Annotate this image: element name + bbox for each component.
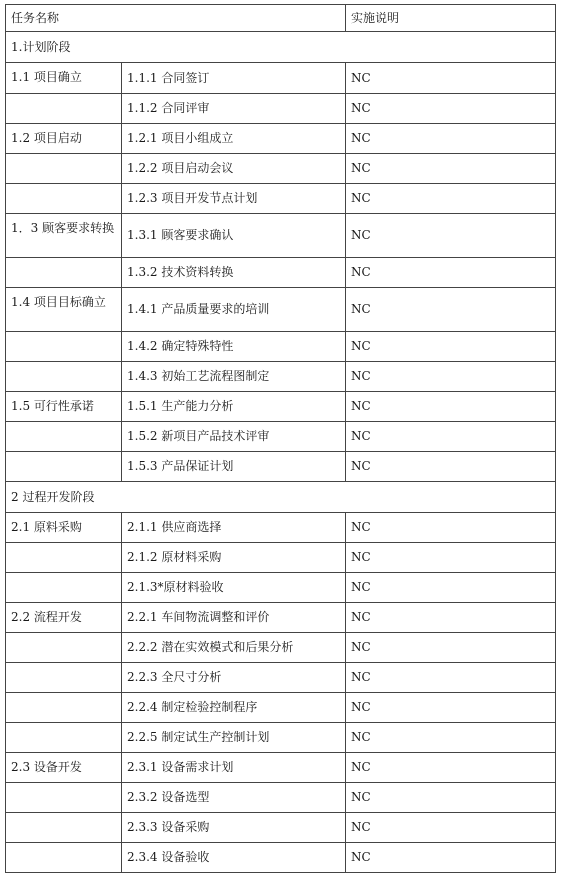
table-row — [6, 332, 556, 362]
table-row — [6, 184, 556, 214]
header-row — [6, 5, 556, 32]
group-empty — [6, 543, 122, 573]
group-empty — [6, 633, 122, 663]
note-cell: NC — [346, 543, 556, 573]
note-cell: NC — [346, 663, 556, 693]
task-cell: 1.5.2 新项目产品技术评审 — [122, 422, 346, 452]
note-cell: NC — [346, 288, 556, 332]
table-row — [6, 603, 556, 633]
note-cell: NC — [346, 362, 556, 392]
group-label: 1.5 可行性承诺 — [6, 392, 122, 422]
table-row — [6, 753, 556, 783]
group-empty — [6, 332, 122, 362]
task-cell: 2.2.2 潜在实效模式和后果分析 — [122, 633, 346, 663]
group-empty — [6, 94, 122, 124]
note-cell: NC — [346, 258, 556, 288]
note-cell: NC — [346, 124, 556, 154]
table-row — [6, 633, 556, 663]
group-label: 1.1 项目确立 — [6, 63, 122, 94]
table-row — [6, 258, 556, 288]
header-description: 实施说明 — [346, 5, 556, 32]
note-cell: NC — [346, 723, 556, 753]
table-row — [6, 214, 556, 258]
group-empty — [6, 573, 122, 603]
group-label: 2.1 原料采购 — [6, 513, 122, 543]
table-row — [6, 154, 556, 184]
table-row — [6, 693, 556, 723]
task-cell: 2.3.2 设备选型 — [122, 783, 346, 813]
task-cell: 1.4.2 确定特殊特性 — [122, 332, 346, 362]
task-cell: 1.4.3 初始工艺流程图制定 — [122, 362, 346, 392]
task-cell: 1.3.2 技术资料转换 — [122, 258, 346, 288]
table-row — [6, 452, 556, 482]
note-cell: NC — [346, 783, 556, 813]
task-cell: 2.2.3 全尺寸分析 — [122, 663, 346, 693]
note-cell: NC — [346, 753, 556, 783]
table-row — [6, 288, 556, 332]
table-row — [6, 663, 556, 693]
task-cell: 1.5.1 生产能力分析 — [122, 392, 346, 422]
task-cell: 1.5.3 产品保证计划 — [122, 452, 346, 482]
task-cell: 1.1.1 合同签订 — [122, 63, 346, 94]
table-row — [6, 392, 556, 422]
table-row — [6, 63, 556, 94]
group-label: 2.2 流程开发 — [6, 603, 122, 633]
note-cell: NC — [346, 843, 556, 873]
note-cell: NC — [346, 214, 556, 258]
table-row — [6, 843, 556, 873]
phase-title: 1.计划阶段 — [6, 32, 556, 63]
group-empty — [6, 783, 122, 813]
phase-row — [6, 482, 556, 513]
table-row — [6, 783, 556, 813]
note-cell: NC — [346, 573, 556, 603]
group-empty — [6, 422, 122, 452]
note-cell: NC — [346, 633, 556, 663]
task-cell: 2.3.3 设备采购 — [122, 813, 346, 843]
note-cell: NC — [346, 332, 556, 362]
task-cell: 2.2.4 制定检验控制程序 — [122, 693, 346, 723]
task-cell: 2.2.1 车间物流调整和评价 — [122, 603, 346, 633]
note-cell: NC — [346, 693, 556, 723]
group-empty — [6, 452, 122, 482]
group-empty — [6, 843, 122, 873]
group-label: 1.4 项目目标确立 — [6, 288, 122, 332]
task-cell: 1.2.1 项目小组成立 — [122, 124, 346, 154]
group-label: 1.2 项目启动 — [6, 124, 122, 154]
group-empty — [6, 362, 122, 392]
task-cell: 1.1.2 合同评审 — [122, 94, 346, 124]
task-cell: 1.2.2 项目启动会议 — [122, 154, 346, 184]
table-row — [6, 513, 556, 543]
phase-row — [6, 32, 556, 63]
task-cell: 2.1.1 供应商选择 — [122, 513, 346, 543]
note-cell: NC — [346, 63, 556, 94]
table-row — [6, 573, 556, 603]
header-task-name: 任务名称 — [6, 5, 346, 32]
task-cell: 1.3.1 顾客要求确认 — [122, 214, 346, 258]
note-cell: NC — [346, 422, 556, 452]
group-empty — [6, 813, 122, 843]
task-cell: 1.2.3 项目开发节点计划 — [122, 184, 346, 214]
group-empty — [6, 723, 122, 753]
table-row — [6, 543, 556, 573]
task-cell: 2.3.1 设备需求计划 — [122, 753, 346, 783]
note-cell: NC — [346, 154, 556, 184]
task-cell: 2.3.4 设备验收 — [122, 843, 346, 873]
note-cell: NC — [346, 513, 556, 543]
phase-title: 2 过程开发阶段 — [6, 482, 556, 513]
task-cell: 1.4.1 产品质量要求的培训 — [122, 288, 346, 332]
task-cell: 2.1.3*原材料验收 — [122, 573, 346, 603]
table-row — [6, 723, 556, 753]
table-row — [6, 94, 556, 124]
task-cell: 2.2.5 制定试生产控制计划 — [122, 723, 346, 753]
table-row — [6, 422, 556, 452]
task-plan-table — [5, 4, 556, 873]
table-row — [6, 124, 556, 154]
group-label: 1．3 顾客要求转换 — [6, 214, 122, 258]
group-empty — [6, 184, 122, 214]
group-label: 2.3 设备开发 — [6, 753, 122, 783]
note-cell: NC — [346, 603, 556, 633]
group-empty — [6, 154, 122, 184]
task-cell: 2.1.2 原材料采购 — [122, 543, 346, 573]
note-cell: NC — [346, 184, 556, 214]
table-row — [6, 362, 556, 392]
note-cell: NC — [346, 94, 556, 124]
table-row — [6, 813, 556, 843]
note-cell: NC — [346, 813, 556, 843]
group-empty — [6, 693, 122, 723]
group-empty — [6, 663, 122, 693]
note-cell: NC — [346, 452, 556, 482]
note-cell: NC — [346, 392, 556, 422]
group-empty — [6, 258, 122, 288]
